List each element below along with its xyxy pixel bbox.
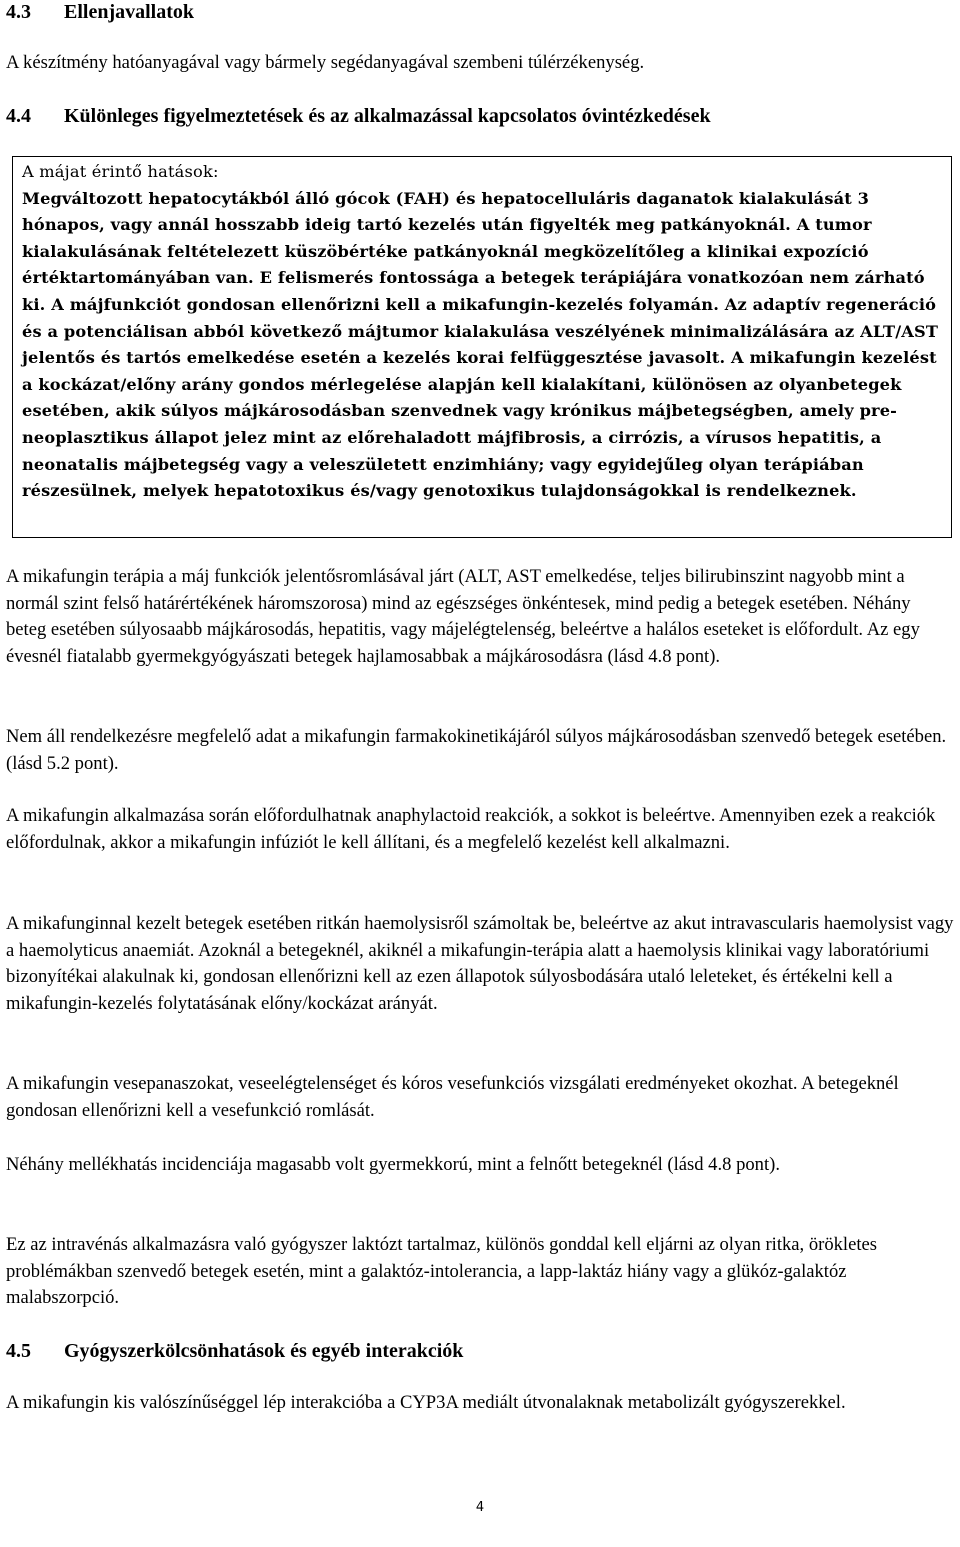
heading-4-4-number: 4.4 xyxy=(6,105,31,127)
heading-4-5-title: Gyógyszerkölcsönhatások és egyéb interakciók xyxy=(64,1340,464,1362)
interactions-text: A mikafungin kis valószínűséggel lép interakcióba a CYP3A mediált útvonalaknak metabolizált gyógyszerekkel. xyxy=(6,1392,846,1413)
paragraph-renal: A mikafungin vesepanaszokat, veseelégtelenséget és kóros vesefunkciós vizsgálati eredményeket okozhat. A betegeknél gondosan ellenőrizni kell a vesefunkció romlását. xyxy=(6,1073,899,1121)
heading-4-3-title: Ellenjavallatok xyxy=(64,1,195,23)
paragraph-anaphylactoid: A mikafungin alkalmazása során előfordulhatnak anaphylactoid reakciók, a sokkot is beleértve. Amennyiben ezek a reakciók előfordulnak, akkor a mikafungin infúziót le kell állítani, és a megfelelő kezelést kell alkalmazni. xyxy=(6,805,936,853)
paragraph-haemolysis: A mikafunginnal kezelt betegek esetében ritkán haemolysisről számoltak be, beleértve az akut intravascularis haemolysist vagy a haemolyticus anaemiát. Azoknál a betegeknél, akiknél a mikafungin-terápia alatt a haemolysis klinikai vagy laboratóriumi bizonyítékai alakulnak ki, gondosan ellenőrizni kell az ezen állapotok súlyosbodására utaló leleteket, és értékelni kell a mikafungin-kezelés folytatásának előny/kockázat arányát. xyxy=(6,913,954,1014)
paragraph-lactose: Ez az intravénás alkalmazásra való gyógyszer laktózt tartalmaz, különös gonddal kell eljárni az olyan ritka, örökletes problémákban szenvedő betegek esetén, mint a galaktóz-intolerancia, a lapp-laktáz hiány vagy a glükóz-galaktóz malabszorpció. xyxy=(6,1234,877,1309)
paragraph-pediatric: Néhány mellékhatás incidenciája magasabb volt gyermekkorú, mint a felnőtt betegeknél (lásd 4.8 pont). xyxy=(6,1154,780,1175)
liver-warning-title: A májat érintő hatások: xyxy=(22,162,219,181)
heading-4-5-number: 4.5 xyxy=(6,1340,31,1362)
paragraph-pharmacokinetics: Nem áll rendelkezésre megfelelő adat a mikafungin farmakokinetikájáról súlyos májkárosodásban szenvedő betegek esetében. (lásd 5.2 pont). xyxy=(6,726,947,774)
paragraph-liver-function: A mikafungin terápia a máj funkciók jelentősromlásával járt (ALT, AST emelkedése, teljes bilirubinszint nagyobb mint a normál szint felső határértékének háromszorosa) mind az egészséges önkéntesek, mind pedig a betegek esetében. Néhány beteg esetében súlyosaabb májkárosodás, hepatitis, vagy májelégtelenség, beleértve a halálos eseteket is előfordult. Az egy évesnél fiatalabb gyermekgyógyászati betegek hajlamosabbak a májkárosodásra (lásd 4.8 pont). xyxy=(6,566,920,667)
heading-4-4-title: Különleges figyelmeztetések és az alkalmazással kapcsolatos óvintézkedések xyxy=(64,105,711,127)
page-number: 4 xyxy=(475,1500,485,1515)
heading-4-5 xyxy=(6,1339,463,1363)
liver-warning-text: Megváltozott hepatocytákból álló gócok (FAH) és hepatocelluláris daganatok kialakulását 3 hónapos, vagy annál hosszabb ideig tartó kezelés után figyelték meg patkányoknál. A tumor kialakulásának feltételezett küszöbértéke patkányoknál megközelítőleg a klinikai expozíció értéktartományában van. E felismerés fontossága a betegek terápiájára vonatkozóan nem zárható ki. A májfunkciót gondosan ellenőrizni kell a mikafungin-kezelés folyamán. Az adaptív regeneráció és a potenciálisan abból következő májtumor kialakulása veszélyének minimalizálására az ALT/AST jelentős és tartós emelkedése esetén a kezelés korai felfüggesztése javasolt. A mikafungin kezelést a kockázat/előny arány gondos mérlegelése alapján kell kialakítani, különösen az olyanbetegek esetében, akik súlyos májkárosodásban szenvednek vagy krónikus májbetegségben, amely pre-neoplasztikus állapot jelez mint az előrehaladott májfibrosis, a cirrózis, a vírusos hepatitis, a neonatalis májbetegség vagy a veleszületett enzimhiány; vagy egyidejűleg olyan terápiában részesülnek, melyek hepatotoxikus és/vagy genotoxikus tulajdonságokkal is rendelkeznek. xyxy=(22,188,939,501)
heading-4-4 xyxy=(6,104,711,128)
heading-4-3-number: 4.3 xyxy=(6,1,31,23)
heading-4-3 xyxy=(6,0,194,24)
liver-warning-box xyxy=(12,156,952,538)
contraindications-text: A készítmény hatóanyagával vagy bármely segédanyagával szembeni túlérzékenység. xyxy=(6,52,645,73)
